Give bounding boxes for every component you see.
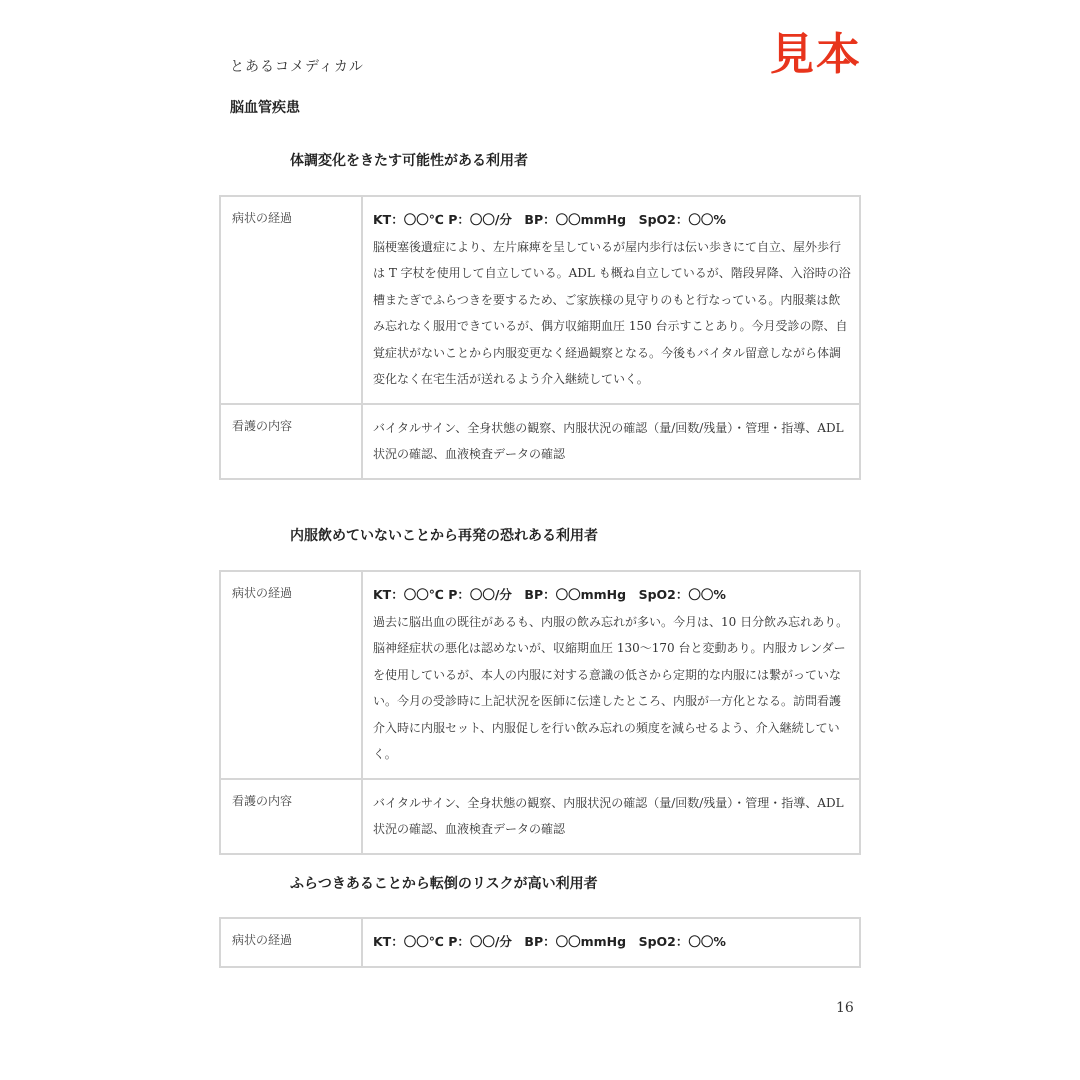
table-row	[221, 919, 859, 966]
course-text: 過去に脳出血の既往があるも、内服の飲み忘れが多い。今月は、10 日分飲み忘れあり。脳神経症状の悪化は認めないが、収縮期血圧 130〜170 台と変動あり。内服カレンダーを使用しているが、本人の内服に対する意識の低さから定期的な内服には繋がっていない。今月の受診時に上記状況を医師に伝達したところ、内服が一方化となる。訪問看護介入時に内服セット、内服促しを行い飲み忘れの頻度を減らせるよう、介入継続していく。	[373, 614, 849, 761]
section-title-2: 内服飲めていないことから再発の恐れある利用者	[290, 528, 598, 544]
course-text: 脳梗塞後遺症により、左片麻痺を呈しているが屋内歩行は伝い歩きにて自立、屋外歩行は T 字杖を使用して自立している。ADL も概ね自立しているが、階段昇降、入浴時の浴槽またぎでふらつきを要するため、ご家族様の見守りのもと行なっている。内服薬は飲み忘れなく服用できているが、偶方収縮期血圧 150 台示すことあり。今月受診の際、自覚症状がないことから内服変更なく経過観察となる。今後もバイタル留意しながら体調変化なく在宅生活が送れるよう介入継続していく。	[373, 239, 851, 386]
course-cell	[363, 197, 859, 403]
case-table-3	[219, 917, 861, 968]
table-row	[221, 197, 859, 403]
table-row	[221, 778, 859, 853]
care-text: バイタルサイン、全身状態の観察、内服状況の確認（量/回数/残量）・管理・指導、ADL 状況の確認、血液検査データの確認	[373, 795, 844, 836]
table-row	[221, 403, 859, 478]
course-label: 病状の経過	[221, 197, 363, 403]
company-name: とあるコメディカル	[230, 59, 364, 75]
vitals-line: KT：〇〇℃ P：〇〇/分 BP：〇〇mmHg SpO2：〇〇%	[373, 934, 726, 949]
vitals-line: KT：〇〇℃ P：〇〇/分 BP：〇〇mmHg SpO2：〇〇%	[373, 587, 726, 602]
case-table-2	[219, 570, 861, 855]
case-table-1	[219, 195, 861, 480]
section-title-3: ふらつきあることから転倒のリスクが高い利用者	[290, 876, 598, 892]
course-cell	[363, 919, 859, 966]
course-cell	[363, 572, 859, 778]
care-label: 看護の内容	[221, 405, 363, 478]
category-heading: 脳血管疾患	[230, 100, 300, 116]
vitals-line: KT：〇〇℃ P：〇〇/分 BP：〇〇mmHg SpO2：〇〇%	[373, 212, 726, 227]
sample-stamp: 見本	[770, 29, 862, 80]
course-label: 病状の経過	[221, 919, 363, 966]
care-text: バイタルサイン、全身状態の観察、内服状況の確認（量/回数/残量）・管理・指導、ADL 状況の確認、血液検査データの確認	[373, 420, 844, 461]
course-label: 病状の経過	[221, 572, 363, 778]
section-title-1: 体調変化をきたす可能性がある利用者	[290, 153, 528, 169]
table-row	[221, 572, 859, 778]
care-label: 看護の内容	[221, 780, 363, 853]
page-number: 16	[836, 1000, 854, 1016]
